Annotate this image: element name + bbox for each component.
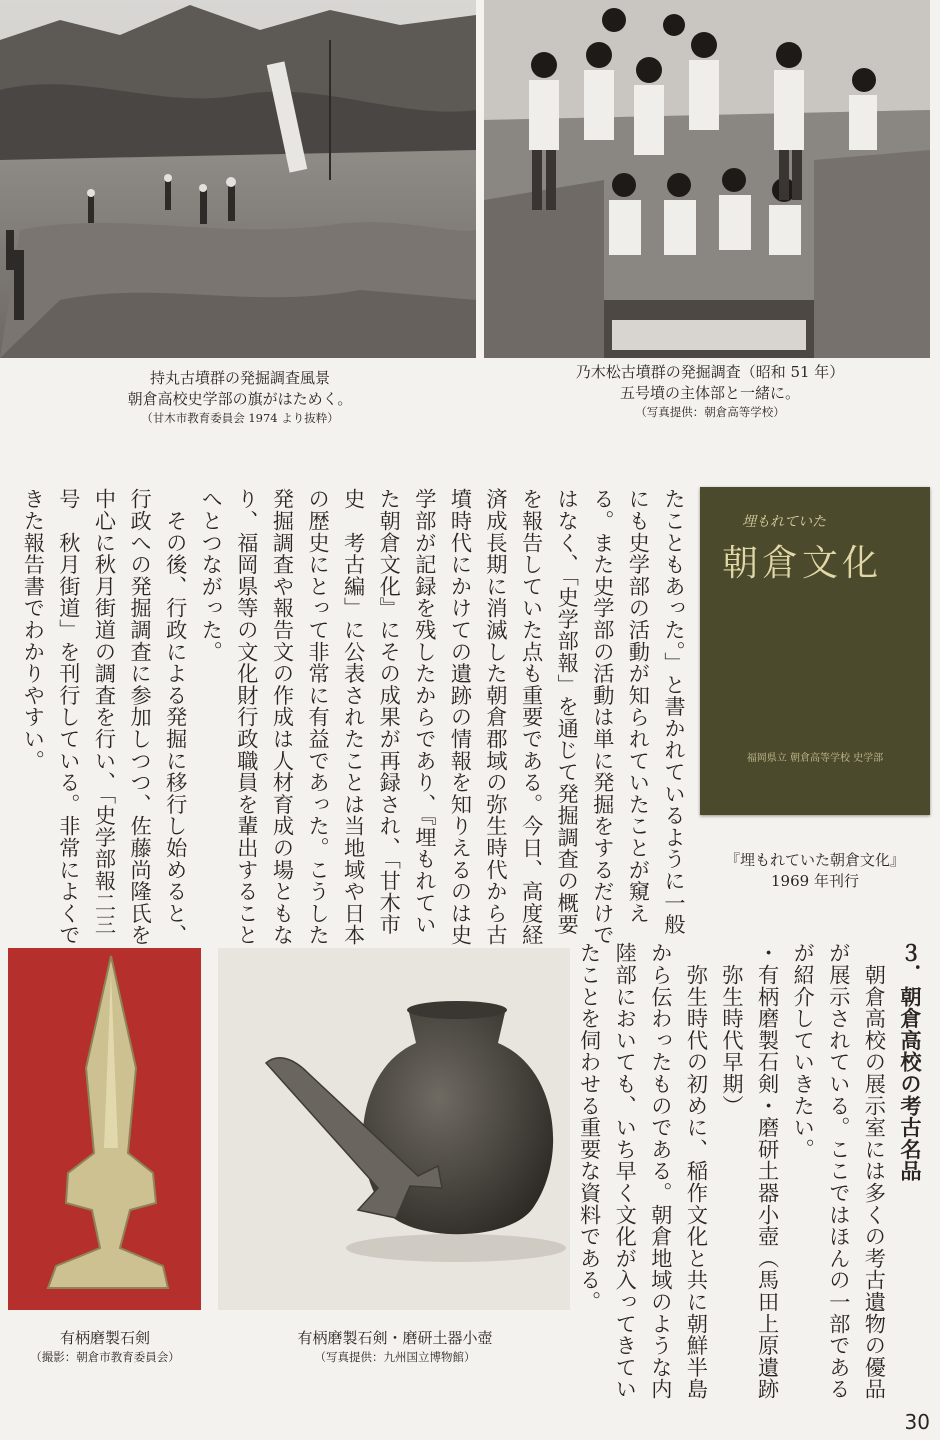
excavation-landscape-caption bbox=[60, 368, 420, 427]
text-column: 弥生時代の初めに、稲作文化と共に朝鮮半島 bbox=[684, 942, 710, 1400]
text-column: へとつながった。 bbox=[199, 488, 225, 663]
text-column: 行政への発掘調査に参加しつつ、佐藤尚隆氏を bbox=[128, 488, 154, 946]
caption-line: 有柄磨製石剣・磨研土器小壺 bbox=[297, 1329, 493, 1347]
book-cover-image bbox=[700, 487, 930, 815]
text-column: 史 考古編」に公表されたことは当地域や日本 bbox=[341, 488, 367, 946]
text-column: 号 秋月街道」を刊行している。非常によくで bbox=[56, 488, 82, 946]
photo-credit: （撮影：朝倉市教育委員会） bbox=[30, 1350, 180, 1364]
photo-credit: （写真提供：九州国立博物館） bbox=[314, 1350, 476, 1364]
sword-and-pot-caption bbox=[250, 1328, 540, 1366]
caption-line: 1969 年刊行 bbox=[771, 872, 859, 890]
stone-sword-photo bbox=[8, 948, 201, 1310]
students-group-caption bbox=[520, 362, 900, 421]
text-column: 陸部においても、いち早く文化が入ってきてい bbox=[613, 942, 639, 1400]
students-group-photo bbox=[484, 0, 930, 358]
text-column: 中心に秋月街道の調査を行い、「史学部報二三 bbox=[92, 488, 118, 936]
text-column: にも史学部の活動が知られていたことが窺え bbox=[626, 488, 652, 924]
text-column: が紹介していきたい。 bbox=[791, 942, 817, 1160]
text-column: を報告していた点も重要である。今日、高度経 bbox=[519, 488, 545, 946]
book-cover-title: 朝倉文化 bbox=[722, 543, 883, 584]
sword-and-pot-photo bbox=[218, 948, 570, 1310]
text-column: 済成長期に消滅した朝倉郡域の弥生時代から古 bbox=[484, 488, 510, 946]
text-column: その後、行政による発掘に移行し始めると、 bbox=[163, 488, 189, 946]
text-column: が展示されている。ここではほんの一部である bbox=[826, 942, 852, 1400]
text-column: から伝わったものである。朝倉地域のような内 bbox=[648, 942, 674, 1400]
photo-credit: （甘木市教育委員会 1974 より抜粋） bbox=[141, 411, 339, 425]
article-upper-body bbox=[16, 488, 692, 946]
text-column: る。また史学部の活動は単に発掘をするだけで bbox=[590, 488, 616, 946]
text-column: 朝倉高校の展示室には多くの考古遺物の優品 bbox=[862, 942, 888, 1400]
section-heading: ３．朝倉高校の考古名品 bbox=[898, 942, 923, 1182]
caption-line: 持丸古墳群の発掘調査風景 bbox=[149, 369, 330, 387]
caption-line: 朝倉高校史学部の旗がはためく。 bbox=[127, 390, 353, 408]
text-column: きた報告書でわかりやすい。 bbox=[21, 488, 47, 772]
text-column: はなく、「史学部報」を通じて発掘調査の概要 bbox=[555, 488, 581, 936]
caption-line: 乃木松古墳群の発掘調査（昭和 51 年） bbox=[575, 363, 845, 381]
text-column: たこともあった。」と書かれているように一般 bbox=[662, 488, 687, 936]
text-column: た朝倉文化』にその成果が再録され、「甘木市 bbox=[377, 488, 403, 936]
text-column: の歴史にとって非常に有益であった。こうした bbox=[306, 488, 332, 946]
book-cover-subtitle: 埋もれていた bbox=[742, 514, 826, 530]
photo-credit: （写真提供：朝倉高等学校） bbox=[635, 405, 785, 419]
text-column: ・有柄磨製石剣・磨研土器小壺（馬田上原遺跡 bbox=[755, 942, 781, 1400]
article-lower-body bbox=[572, 942, 928, 1400]
stone-sword-caption bbox=[0, 1328, 210, 1366]
text-column: 学部が記録を残したからであり、『埋もれてい bbox=[412, 488, 438, 936]
text-column: たことを伺わせる重要な資料である。 bbox=[577, 942, 603, 1313]
text-column: 墳時代にかけての遺跡の情報を知りえるのは史 bbox=[448, 488, 474, 946]
page-number: 30 bbox=[904, 1410, 930, 1434]
caption-line: 有柄磨製石剣 bbox=[59, 1329, 150, 1347]
book-cover-caption bbox=[700, 850, 930, 892]
text-column: 弥生時代早期） bbox=[720, 942, 746, 1117]
book-cover-publisher: 福岡県立 朝倉高等学校 史学部 bbox=[746, 753, 884, 764]
caption-line: 『埋もれていた朝倉文化』 bbox=[724, 851, 905, 869]
text-column: 発掘調査や報告文の作成は人材育成の場ともな bbox=[270, 488, 296, 946]
caption-line: 五号墳の主体部と一緒に。 bbox=[619, 384, 800, 402]
text-column: り、福岡県等の文化財行政職員を輩出すること bbox=[234, 488, 260, 946]
excavation-landscape-photo bbox=[0, 0, 476, 358]
